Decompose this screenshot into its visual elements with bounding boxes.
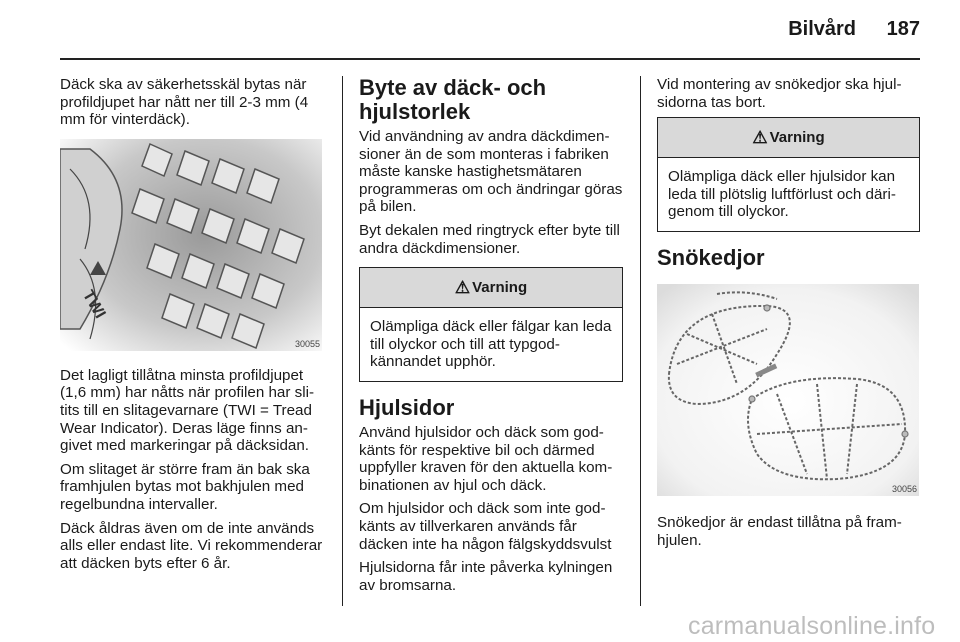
heading-tire-size: Byte av däck- och hjulstorlek	[359, 75, 547, 124]
warning-title: Varning	[472, 279, 528, 297]
tire-size-paragraph: Vid användning av andra däckdimensioner än de som monteras i fabriken måste kanske hastighetsmätaren programmeras om och ändringar göras på bilen.	[359, 128, 623, 216]
snow-chain-figure	[657, 284, 919, 496]
column-divider	[342, 76, 343, 606]
column-middle	[359, 76, 623, 600]
warning-box	[657, 117, 920, 232]
tire-tread-illustration	[60, 139, 322, 351]
tire-tread-figure	[60, 139, 322, 351]
page-number: 187	[886, 18, 920, 40]
heading-hubcaps: Hjulsidor	[359, 394, 455, 420]
watermark: carmanualsonline.info	[688, 612, 936, 640]
chains-mount-paragraph: Vid montering av snökedjor ska hjulsidorna tas bort.	[657, 76, 902, 111]
column-divider	[640, 76, 641, 606]
column-right	[657, 76, 920, 555]
cooling-paragraph: Hjulsidorna får inte påverka kylningen av bromsarna.	[359, 559, 613, 594]
snow-chain-illustration	[657, 284, 919, 496]
heading-snow-chains: Snökedjor	[657, 244, 765, 270]
intro-paragraph: Däck ska av säkerhetsskäl bytas när profildjupet har nått ner till 2-3 mm (4 mm för vinterdäck).	[60, 76, 309, 129]
warning-icon: ⚠	[752, 127, 768, 147]
warning-icon: ⚠	[454, 277, 471, 297]
aging-paragraph: Däck åldras även om de inte används alls eller endast lite. Vi rekommenderar att däcken byts efter 6 år.	[60, 519, 323, 572]
min-tread-paragraph: Det lagligt tillåtna minsta profildjupet (1,6 mm) har nåtts när profilen har slitits till en slitagevarnare (TWI = Tread Wear Indicator). Deras läge finns angivet med markeringar på däcksidan.	[60, 366, 315, 455]
warning-box	[359, 267, 623, 382]
warning-title: Varning	[769, 129, 825, 147]
rotation-paragraph: Om slitaget är större fram än bak ska framhjulen bytas mot bakhjulen med regelbundna intervaller.	[60, 460, 310, 513]
twi-label: TWI	[79, 287, 109, 322]
unapproved-paragraph: Om hjulsidor och däck som inte godkänts av tillverkaren används får däcken inte ha någon fälgskyddsvulst	[359, 500, 612, 553]
warning-text: Olämpliga däck eller hjulsidor kan leda till plötslig luftförlust och därigenom till olyckor.	[668, 168, 896, 221]
header-divider	[60, 58, 920, 60]
hubcaps-paragraph: Använd hjulsidor och däck som godkänts för respektive bil och därmed uppfyller kraven för den aktuella kombinationen av hjul och däck.	[359, 423, 613, 494]
section-title: Bilvård	[788, 18, 856, 40]
figure-number: 30056	[891, 483, 917, 494]
column-left	[60, 76, 325, 578]
chains-front-paragraph: Snökedjor är endast tillåtna på framhjulen.	[657, 513, 902, 549]
decal-paragraph: Byt dekalen med ringtryck efter byte till andra däckdimensioner.	[359, 221, 620, 257]
figure-number: 30055	[294, 338, 320, 349]
warning-text: Olämpliga däck eller fälgar kan leda till olyckor och till att typgodkännandet upphör.	[370, 318, 612, 371]
